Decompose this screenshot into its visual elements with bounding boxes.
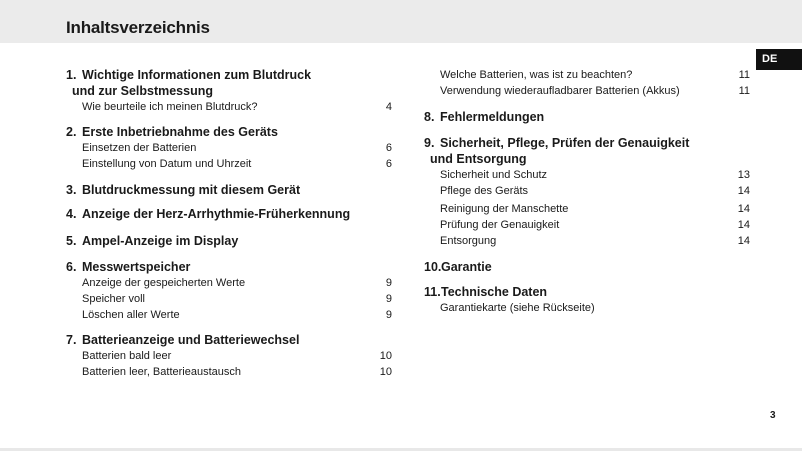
language-tab: DE (756, 49, 802, 70)
toc-left-column (66, 67, 392, 380)
toc-entry[interactable]: Pflege des Geräts 14 (440, 185, 750, 197)
toc-section-5[interactable] (66, 233, 392, 249)
section-title: 2. Erste Inbetriebnahme des Geräts (66, 125, 278, 139)
section-title: 7. Batterieanzeige und Batteriewechsel (66, 333, 300, 347)
toc-entry[interactable]: Batterien bald leer 10 (82, 350, 392, 362)
toc-section-6[interactable] (66, 259, 392, 323)
toc-entry[interactable]: Einstellung von Datum und Uhrzeit 6 (82, 158, 392, 170)
toc-section-11[interactable] (424, 284, 750, 316)
toc-section-3[interactable] (66, 182, 392, 198)
toc-entry[interactable]: Entsorgung 14 (440, 235, 750, 247)
toc-right-column (424, 67, 750, 316)
section-title: 10.Garantie (424, 260, 492, 274)
toc-entry[interactable]: Speicher voll 9 (82, 293, 392, 305)
toc-entry[interactable]: Prüfung der Genauigkeit 14 (440, 219, 750, 231)
toc-section-8[interactable] (424, 109, 750, 125)
section-title-line2: und Entsorgung (430, 152, 527, 166)
toc-entry[interactable]: Einsetzen der Batterien 6 (82, 142, 392, 154)
toc-section-2[interactable] (66, 124, 392, 172)
toc-entry[interactable]: Löschen aller Werte 9 (82, 309, 392, 321)
section-title: 5. Ampel-Anzeige im Display (66, 234, 239, 248)
section-title: 11.Technische Daten (424, 285, 548, 299)
toc-continued-entries (424, 67, 750, 99)
toc-entry[interactable]: Reinigung der Manschette 14 (440, 203, 750, 215)
page-title: Inhaltsverzeichnis (66, 18, 210, 37)
section-title: 3. Blutdruckmessung mit diesem Gerät (66, 183, 301, 197)
toc-entry[interactable]: Welche Batterien, was ist zu beachten? 11 (440, 69, 750, 81)
toc-entry[interactable]: Anzeige der gespeicherten Werte 9 (82, 277, 392, 289)
section-title: 8. Fehlermeldungen (424, 110, 545, 124)
section-title: 4. Anzeige der Herz-Arrhythmie-Früherkennung (66, 207, 351, 221)
toc-entry[interactable]: Garantiekarte (siehe Rückseite) (440, 302, 595, 314)
section-title: 9. Sicherheit, Pflege, Prüfen der Genauigkeit (424, 136, 690, 150)
toc-section-7[interactable] (66, 332, 392, 380)
section-title: 6. Messwertspeicher (66, 260, 191, 274)
toc-entry[interactable]: Sicherheit und Schutz 13 (440, 169, 750, 181)
toc-entry[interactable]: Batterien leer, Batterieaustausch 10 (82, 366, 392, 378)
page-number: 3 (770, 410, 776, 421)
section-title-line2: und zur Selbstmessung (72, 84, 213, 98)
toc-entry[interactable]: Wie beurteile ich meinen Blutdruck? 4 (82, 101, 392, 113)
toc-entry[interactable]: Verwendung wiederaufladbarer Batterien (Akkus) 11 (440, 85, 750, 97)
section-title: 1. Wichtige Informationen zum Blutdruck (66, 68, 312, 82)
toc-section-9[interactable] (424, 135, 750, 249)
toc-section-10[interactable] (424, 259, 750, 275)
toc-section-1[interactable] (66, 67, 392, 115)
toc-section-4[interactable] (66, 206, 392, 222)
